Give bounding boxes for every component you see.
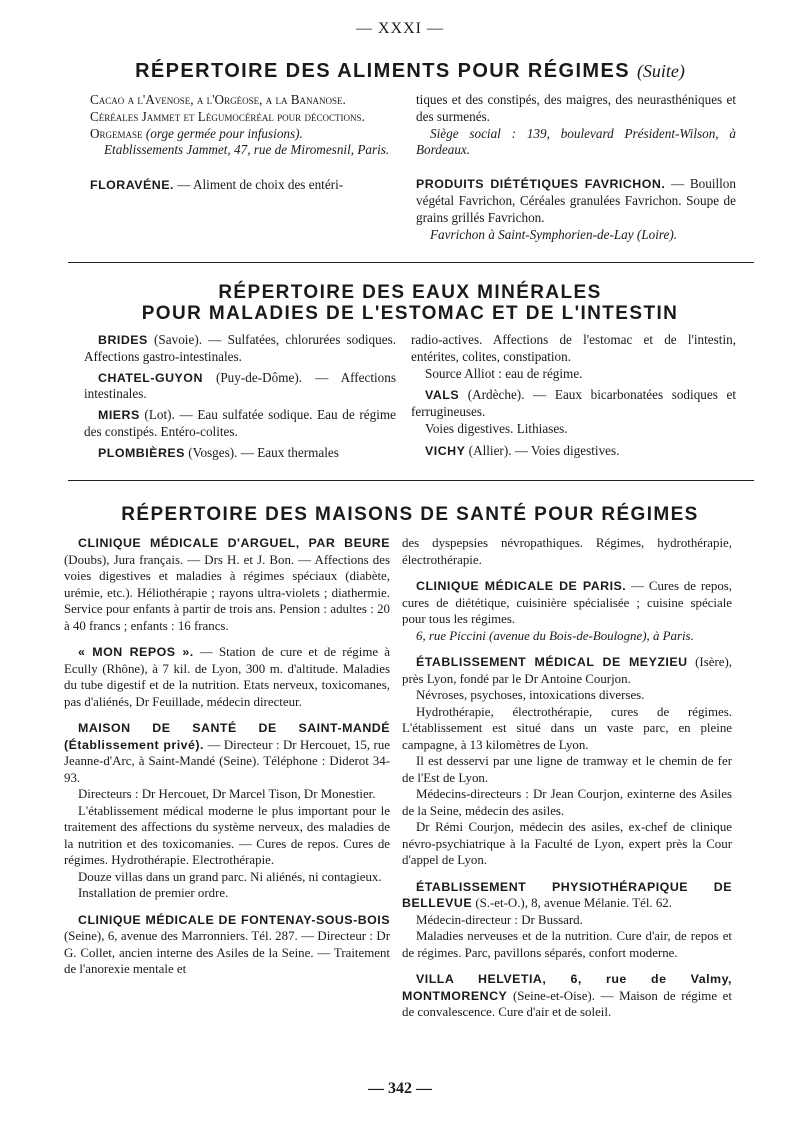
meyzieu-remi: Dr Rémi Courjon, médecin des asiles, ex-chef de clinique névro-psychiatrique à la Faculté de Lyon, expert près la Cour d'appel de Lyon. bbox=[402, 820, 732, 867]
eaux-left-column bbox=[84, 332, 396, 462]
fontenay-entry: CLINIQUE MÉDICALE DE FONTENAY-SOUS-BOIS (Seine), 6, avenue des Marronniers. Tél. 287. — Directeur : Dr G. Collet, ancien interne des Asiles de la Seine. — Traitement de l'anorexie mentale et bbox=[64, 912, 390, 976]
aliments-left-column bbox=[90, 92, 396, 194]
miers-entry: MIERS (Lot). — Eau sulfatée sodique. Eau de régime des constipés. Entéro-colites. bbox=[84, 407, 397, 439]
bellevue-directeur: Médecin-directeur : Dr Bussard. bbox=[416, 912, 583, 927]
eaux-right-column bbox=[411, 332, 736, 460]
paris-address: 6, rue Piccini (avenue du Bois-de-Boulogne), à Paris. bbox=[416, 628, 694, 643]
favrichon-entry: PRODUITS DIÉTÉTIQUES FAVRICHON. — Bouillon végétal Favrichon, Céréales granulées Favrichon. Soupe de grains grillés Favrichon. bbox=[416, 176, 736, 225]
paris-entry: CLINIQUE MÉDICALE DE PARIS. — Cures de repos, cures de diététique, cuisinière spécialisée ; cuisine spéciale pour tous les régimes. bbox=[402, 579, 732, 626]
source-alliot: Source Alliot : eau de régime. bbox=[425, 365, 583, 381]
mon-repos-entry: « MON REPOS ». — Station de cure et de régime à Ecully (Rhône), à 7 kil. de Lyon, 300 m. d'altitude. Maladies du tube digestif et de la nutrition. Etats nerveux, toxicomanes, pas d'aliénés, Dr Feuillade, médecin directeur. bbox=[64, 645, 390, 709]
plombieres-continued: radio-actives. Affections de l'estomac et de l'intestin, entérites, colites, constipation. bbox=[411, 332, 736, 364]
bellevue-description: Maladies nerveuses et de la nutrition. Cure d'air, de repos et de régimes. Parc, pavillons séparés, confort moderne. bbox=[402, 929, 732, 960]
divider-rule bbox=[68, 262, 754, 263]
orgemase-entry: Orgemase (orge germée pour infusions). bbox=[90, 125, 303, 141]
aliments-right-column bbox=[416, 92, 736, 243]
saint-mande-installation: Installation de premier ordre. bbox=[78, 886, 229, 900]
vals-voies: Voies digestives. Lithiases. bbox=[425, 420, 568, 436]
divider-rule bbox=[68, 480, 754, 481]
saint-mande-villas: Douze villas dans un grand parc. Ni aliénés, ni contagieux. bbox=[78, 869, 382, 884]
suite-label: (Suite) bbox=[636, 61, 685, 81]
fontenay-continued: des dyspepsies névropathiques. Régimes, hydrothérapie, électrothérapie. bbox=[402, 536, 732, 567]
roman-page-number: — XXXI — bbox=[356, 20, 444, 37]
bellevue-entry: ÉTABLISSEMENT PHYSIOTHÉRAPIQUE DE BELLEVUE (S.-et-O.), 8, avenue Mélanie. Tél. 62. bbox=[402, 879, 732, 910]
maisons-left-column bbox=[64, 535, 390, 978]
siege-social: Siège social : 139, boulevard Président-Wilson, à Bordeaux. bbox=[416, 125, 736, 158]
favrichon-address: Favrichon à Saint-Symphorien-de-Lay (Loire). bbox=[430, 226, 678, 242]
saint-mande-entry: MAISON DE SANTÉ DE SAINT-MANDÉ (Établissement privé). — Directeur : Dr Hercouet, 15, rue Jeanne-d'Arc, à Saint-Mandé (Seine). Téléphone : Diderot 34-93. bbox=[64, 721, 390, 785]
saint-mande-description: L'établissement médical moderne le plus important pour le traitement des affections du système nerveux, des maladies de la nutrition et des toxicomanies. — Cures de repos. Cures de régimes. Hydrothérapie. Electrothérapie. bbox=[64, 803, 390, 867]
floravene-entry: FLORAVÉNE. — Aliment de choix des entéri- bbox=[90, 177, 344, 193]
section-maisons-title: RÉPERTOIRE DES MAISONS DE SANTÉ POUR RÉGIMES bbox=[121, 504, 699, 525]
section-title-line: POUR MALADIES DE L'ESTOMAC ET DE L'INTESTIN bbox=[141, 303, 679, 324]
meyzieu-nevroses: Névroses, psychoses, intoxications diverses. bbox=[416, 688, 645, 702]
vichy-entry: VICHY (Allier). — Voies digestives. bbox=[425, 442, 620, 458]
section-title-line: RÉPERTOIRE DES EAUX MINÉRALES bbox=[218, 282, 602, 303]
vals-entry: VALS (Ardèche). — Eaux bicarbonatées sodiques et ferrugineuses. bbox=[411, 387, 736, 420]
page-number: — 342 — bbox=[368, 1080, 432, 1097]
section-aliments-title bbox=[70, 60, 750, 83]
chatel-guyon-entry: CHATEL-GUYON (Puy-de-Dôme). — Affections intestinales. bbox=[84, 369, 396, 402]
jammet-address: Etablissements Jammet, 47, rue de Miromesnil, Paris. bbox=[104, 142, 390, 158]
plombieres-entry: PLOMBIÈRES (Vosges). — Eaux thermales bbox=[98, 444, 339, 460]
section-eaux-title bbox=[70, 282, 750, 324]
meyzieu-medecins: Médecins-directeurs : Dr Jean Courjon, exinterne des Asiles de la Seine, médecin des asiles. bbox=[402, 787, 732, 818]
section-title-text: RÉPERTOIRE DES ALIMENTS POUR RÉGIMES bbox=[135, 60, 630, 82]
floravene-continued: tiques et des constipés, des maigres, des neurasthéniques et des surmenés. bbox=[416, 92, 736, 124]
cacao-entry: Cacao a l'Avenose, a l'Orgéose, a la Bananose. bbox=[90, 92, 346, 107]
villa-helvetia-entry: VILLA HELVETIA, 6, rue de Valmy, MONTMORENCY (Seine-et-Oise). — Maison de régime et de convalescence. Cure d'air et de soleil. bbox=[402, 972, 732, 1019]
cereales-entry: Céréales Jammet et Légumocéréal pour décoctions. bbox=[90, 108, 365, 124]
saint-mande-directeurs: Directeurs : Dr Hercouet, Dr Marcel Tison, Dr Monestier. bbox=[78, 787, 376, 801]
meyzieu-hydrotherapie: Hydrothérapie, électrothérapie, cures de régimes. L'établissement est situé dans un vaste parc, en pleine campagne, à 13 kilomètres de Lyon. bbox=[402, 704, 732, 752]
meyzieu-entry: ÉTABLISSEMENT MÉDICAL DE MEYZIEU (Isère), près Lyon, fondé par le Dr Antoine Courjon. bbox=[402, 655, 732, 686]
meyzieu-tramway: Il est desservi par une ligne de tramway et le chemin de fer de l'Est de Lyon. bbox=[402, 754, 732, 785]
arguel-entry: CLINIQUE MÉDICALE D'ARGUEL, PAR BEURE (Doubs), Jura français. — Drs H. et J. Bon. — Affections des voies digestives et maladies à régimes spéciaux (diabète, urémie, etc.). Héliothérapie ; rayons ultra-violets ; diathermie. Service pour enfants à partir de trois ans. Pension : adultes : 20 à 40 francs ; enfants : 16 francs. bbox=[64, 536, 390, 633]
maisons-right-column bbox=[402, 535, 732, 1021]
brides-entry: BRIDES (Savoie). — Sulfatées, chlorurées sodiques. Affections gastro-intestinales. bbox=[84, 332, 397, 364]
